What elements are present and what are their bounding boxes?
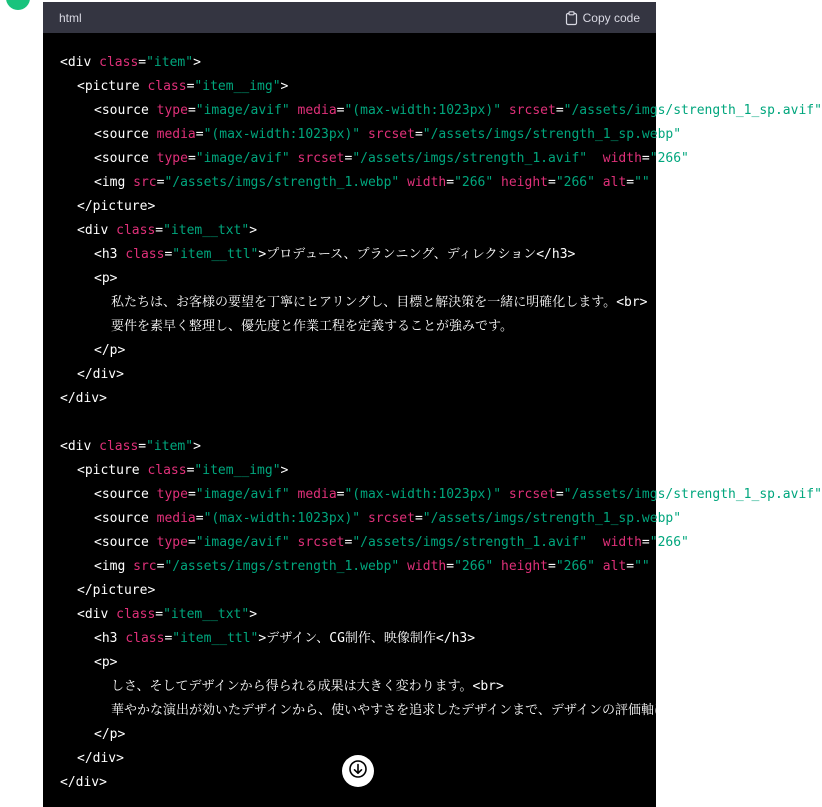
assistant-avatar-icon <box>6 0 30 10</box>
code-token-tag: <picture <box>77 79 148 94</box>
code-token-text: 私たちは、お客様の要望を丁寧にヒアリングし、目標と解決策を一緒に明確化します。 <box>111 295 617 310</box>
code-token-tag: <picture <box>77 463 148 478</box>
code-token-attr: type <box>156 151 188 166</box>
code-token-tag: <div <box>60 439 100 454</box>
code-token-str: "item" <box>146 55 194 70</box>
code-token-tag: </p> <box>94 727 126 742</box>
code-line <box>43 195 656 219</box>
code-token-tag <box>587 535 603 550</box>
code-token-tag: <h3 <box>94 631 126 646</box>
code-token-eq: = <box>336 103 345 118</box>
code-token-tag: </picture> <box>77 199 156 214</box>
code-token-tag: </p> <box>94 343 126 358</box>
code-token-tag: > <box>249 607 258 622</box>
code-block-header <box>43 2 656 33</box>
code-token-tag: <h3 <box>94 247 126 262</box>
code-token-str: "image/avif" <box>195 535 290 550</box>
code-line <box>43 387 656 411</box>
code-token-tag: <div <box>77 607 117 622</box>
code-line <box>43 243 656 267</box>
code-token-str: "item__ttl" <box>172 247 259 262</box>
code-token-attr: width <box>602 535 642 550</box>
code-token-attr: media <box>297 103 337 118</box>
code-token-attr: srcset <box>297 535 345 550</box>
code-token-tag: <div <box>77 223 117 238</box>
code-token-tag: > <box>280 79 289 94</box>
code-token-eq: = <box>187 535 196 550</box>
code-token-str: "/assets/imgs/strength_1.webp" <box>164 559 400 574</box>
code-line <box>43 651 656 675</box>
code-token-eq: = <box>195 511 204 526</box>
code-line <box>43 147 689 171</box>
code-token-text: プロデュース、プランニング、ディレクション <box>266 247 537 262</box>
code-token-eq: = <box>344 151 353 166</box>
code-token-attr: width <box>407 559 447 574</box>
code-token-eq: = <box>336 487 345 502</box>
code-token-str: "(max-width:1023px)" <box>344 487 502 502</box>
code-token-str: "/assets/imgs/strength_1.webp" <box>164 175 400 190</box>
code-token-tag: <source <box>94 487 157 502</box>
code-token-eq: = <box>138 55 147 70</box>
code-token-tag: </div> <box>77 367 124 382</box>
code-token-eq: = <box>548 175 556 190</box>
code-token-tag: </div> <box>60 391 107 406</box>
code-token-tag: <div <box>60 55 100 70</box>
code-token-tag: </div> <box>77 751 124 766</box>
code-token-tag <box>501 487 509 502</box>
code-token-tag: <source <box>94 127 157 142</box>
code-token-tag: > <box>258 631 267 646</box>
code-token-str: "(max-width:1023px)" <box>344 103 502 118</box>
code-token-attr: srcset <box>508 487 556 502</box>
code-token-attr: alt <box>602 559 627 574</box>
code-token-attr: src <box>133 559 157 574</box>
code-token-tag: > <box>193 55 201 70</box>
code-token-str: "item__txt" <box>163 607 250 622</box>
code-token-attr: alt <box>602 175 627 190</box>
code-line <box>43 507 682 531</box>
code-token-eq: = <box>186 463 195 478</box>
code-token-tag: </h3> <box>536 247 576 262</box>
copy-code-button[interactable] <box>565 11 640 25</box>
code-token-attr: class <box>99 439 139 454</box>
code-token-tag: > <box>193 439 201 454</box>
code-token-eq: = <box>641 535 650 550</box>
code-token-tag: <img <box>94 559 134 574</box>
code-token-eq: = <box>186 79 195 94</box>
code-token-attr: type <box>156 487 188 502</box>
code-token-tag <box>399 175 407 190</box>
arrow-down-icon <box>349 760 367 783</box>
code-line <box>43 483 822 507</box>
code-token-eq: = <box>555 487 564 502</box>
code-token-tag: <source <box>94 103 157 118</box>
code-token-str: "" <box>634 559 650 574</box>
code-token-str: "/assets/imgs/strength_1_sp.webp" <box>422 511 682 526</box>
code-token-str: "(max-width:1023px)" <box>203 127 361 142</box>
code-token-attr: srcset <box>367 127 415 142</box>
code-line <box>43 411 656 435</box>
code-token-str: "/assets/imgs/strength_1_sp.avif" <box>563 103 822 118</box>
code-language-label: html <box>59 10 82 25</box>
code-token-str: "266" <box>454 559 494 574</box>
code-token-tag: </picture> <box>77 583 156 598</box>
code-token-str: "image/avif" <box>195 151 290 166</box>
code-token-eq: = <box>548 559 556 574</box>
code-line <box>43 579 656 603</box>
code-token-str: "(max-width:1023px)" <box>203 511 361 526</box>
code-token-attr: type <box>156 535 188 550</box>
code-line <box>43 531 689 555</box>
code-token-eq: = <box>187 103 196 118</box>
code-line <box>43 99 822 123</box>
code-token-eq: = <box>626 175 635 190</box>
code-content[interactable] <box>43 33 822 807</box>
code-token-tag <box>493 559 501 574</box>
code-token-attr: class <box>125 631 165 646</box>
code-token-str: "/assets/imgs/strength_1.avif" <box>352 535 588 550</box>
code-token-attr: type <box>156 103 188 118</box>
code-token-attr: class <box>147 79 187 94</box>
code-token-text: 華やかな演出が効いたデザインから、使いやすさを追求したデザインまで、デザインの評価軸は <box>111 703 668 718</box>
code-line <box>43 171 656 195</box>
code-token-eq: = <box>164 247 173 262</box>
code-token-str: "266" <box>649 151 689 166</box>
code-token-tag <box>399 559 407 574</box>
code-token-attr: media <box>297 487 337 502</box>
code-line <box>43 627 656 651</box>
code-token-eq: = <box>641 151 650 166</box>
scroll-to-bottom-button[interactable] <box>342 755 374 787</box>
code-token-eq: = <box>446 559 455 574</box>
code-token-str: "image/avif" <box>195 487 290 502</box>
code-token-eq: = <box>155 223 164 238</box>
code-token-tag: <source <box>94 535 157 550</box>
code-line <box>43 315 656 339</box>
code-line <box>43 339 656 363</box>
code-token-str: "/assets/imgs/strength_1.avif" <box>352 151 588 166</box>
code-line <box>43 363 656 387</box>
code-token-attr: srcset <box>508 103 556 118</box>
code-token-attr: srcset <box>367 511 415 526</box>
code-token-tag <box>290 151 298 166</box>
code-token-attr: width <box>407 175 447 190</box>
code-token-attr: class <box>116 607 156 622</box>
code-token-eq: = <box>155 607 164 622</box>
code-line <box>43 435 656 459</box>
code-token-attr: src <box>133 175 157 190</box>
code-token-eq: = <box>344 535 353 550</box>
code-token-attr: class <box>116 223 156 238</box>
code-token-tag <box>587 151 603 166</box>
code-token-tag <box>290 103 298 118</box>
code-token-text: デザイン、CG制作、映像制作 <box>266 631 436 646</box>
code-token-attr: height <box>501 559 548 574</box>
code-token-str: "266" <box>454 175 494 190</box>
code-token-eq: = <box>195 127 204 142</box>
code-token-eq: = <box>164 631 173 646</box>
code-line <box>43 603 656 627</box>
code-block <box>43 2 822 807</box>
code-token-tag: <source <box>94 511 157 526</box>
code-token-str: "item" <box>146 439 194 454</box>
code-token-str: "item__img" <box>194 79 281 94</box>
code-token-tag: <br> <box>472 679 504 694</box>
code-token-tag: <source <box>94 151 157 166</box>
code-line <box>43 723 656 747</box>
code-token-text: しさ、そしてデザインから得られる成果は大きく変わります。 <box>111 679 473 694</box>
code-token-attr: class <box>99 55 139 70</box>
code-token-attr: class <box>147 463 187 478</box>
code-token-tag: > <box>280 463 289 478</box>
code-line <box>43 291 656 315</box>
code-token-tag <box>595 559 603 574</box>
code-line <box>43 459 656 483</box>
code-token-eq: = <box>414 511 423 526</box>
code-token-tag: </h3> <box>435 631 476 646</box>
copy-code-label: Copy code <box>582 10 640 25</box>
code-line <box>43 675 656 699</box>
clipboard-icon <box>565 11 578 25</box>
code-token-eq: = <box>414 127 423 142</box>
code-token-str: "item__img" <box>194 463 281 478</box>
code-token-str: "item__ttl" <box>172 631 259 646</box>
code-token-eq: = <box>187 487 196 502</box>
code-token-str: "" <box>634 175 650 190</box>
code-token-eq: = <box>446 175 455 190</box>
code-token-eq: = <box>156 175 165 190</box>
code-token-tag: > <box>258 247 267 262</box>
code-token-tag <box>493 175 501 190</box>
code-token-str: "item__txt" <box>163 223 250 238</box>
code-token-str: "266" <box>649 535 689 550</box>
code-line <box>43 555 656 579</box>
code-token-eq: = <box>555 103 564 118</box>
code-token-tag <box>501 103 509 118</box>
code-token-tag: <p> <box>94 655 118 670</box>
code-token-eq: = <box>187 151 196 166</box>
code-token-str: "/assets/imgs/strength_1_sp.webp" <box>422 127 682 142</box>
code-token-str: "image/avif" <box>195 103 290 118</box>
code-token-str: "/assets/imgs/strength_1_sp.avif" <box>563 487 822 502</box>
code-token-attr: class <box>125 247 165 262</box>
code-token-text: 要件を素早く整理し、優先度と作業工程を定義することが強みです。 <box>111 319 513 334</box>
code-token-tag: </div> <box>60 775 107 790</box>
code-token-tag <box>595 175 603 190</box>
code-line <box>43 267 656 291</box>
code-line <box>43 219 656 243</box>
code-token-tag <box>360 511 368 526</box>
code-line <box>43 699 668 723</box>
code-token-tag: <img <box>94 175 134 190</box>
code-token-str: "266" <box>555 559 595 574</box>
code-token-tag: <p> <box>94 271 118 286</box>
code-token-attr: height <box>501 175 548 190</box>
code-token-eq: = <box>138 439 147 454</box>
code-line <box>43 51 656 75</box>
code-line <box>43 123 682 147</box>
code-line <box>43 75 656 99</box>
code-token-tag: > <box>249 223 258 238</box>
code-token-tag <box>360 127 368 142</box>
code-token-attr: srcset <box>297 151 345 166</box>
code-token-tag <box>290 487 298 502</box>
code-token-attr: width <box>602 151 642 166</box>
code-token-tag: <br> <box>616 295 648 310</box>
code-token-attr: media <box>156 127 196 142</box>
code-token-tag <box>290 535 298 550</box>
code-token-eq: = <box>626 559 635 574</box>
code-token-str: "266" <box>555 175 595 190</box>
code-token-eq: = <box>156 559 165 574</box>
code-token-attr: media <box>156 511 196 526</box>
